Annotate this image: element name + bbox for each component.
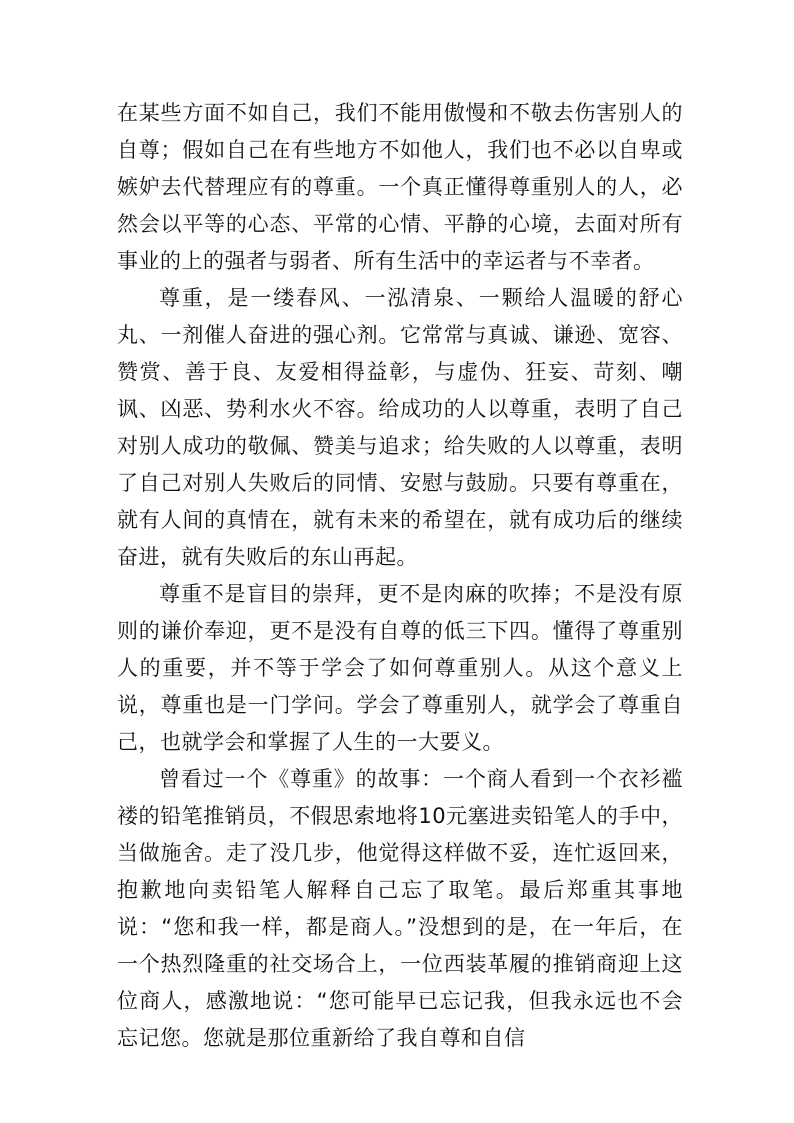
paragraph-3: 尊重不是盲目的崇拜，更不是肉麻的吹捧；不是没有原则的谦价奉迎，更不是没有自尊的低三下四。懂得了尊重别人的重要，并不等于学会了如何尊重别人。从这个意义上说，尊重也是一门学问。学会了尊重别人，就学会了尊重自己，也就学会和掌握了人生的一大要义。 xyxy=(117,582,683,754)
paragraph-1: 在某些方面不如自己，我们不能用傲慢和不敬去伤害别人的自尊；假如自己在有些地方不如他人，我们也不必以自卑或嫉妒去代替理应有的尊重。一个真正懂得尊重别人的人，必然会以平等的心态、平常的心情、平静的心境，去面对所有事业的上的强者与弱者、所有生活中的幸运者与不幸者。 xyxy=(117,101,683,273)
paragraph-2: 尊重，是一缕春风、一泓清泉、一颗给人温暖的舒心丸、一剂催人奋进的强心剂。它常常与真诚、谦逊、宽容、赞赏、善于良、友爱相得益彰，与虚伪、狂妄、苛刻、嘲讽、凶恶、势利水火不容。给成功的人以尊重，表明了自己对别人成功的敬佩、赞美与追求；给失败的人以尊重，表明了自己对别人失败后的同情、安慰与鼓励。只要有尊重在，就有人间的真情在，就有未来的希望在，就有成功后的继续奋进，就有失败后的东山再起。 xyxy=(117,286,683,569)
paragraph-4: 曾看过一个《尊重》的故事：一个商人看到一个衣衫褴褛的铅笔推销员，不假思索地将10元塞进卖铅笔人的手中，当做施舍。走了没几步，他觉得这样做不妥，连忙返回来，抱歉地向卖铅笔人解释自己忘了取笔。最后郑重其事地说：“您和我一样，都是商人。”没想到的是，在一年后，在一个热烈隆重的社交场合上，一位西装革履的推销商迎上这位商人，感激地说：“您可能早已忘记我，但我永远也不会忘记您。您就是那位重新给了我自尊和自信 xyxy=(117,767,683,1050)
document-body xyxy=(117,95,683,1057)
